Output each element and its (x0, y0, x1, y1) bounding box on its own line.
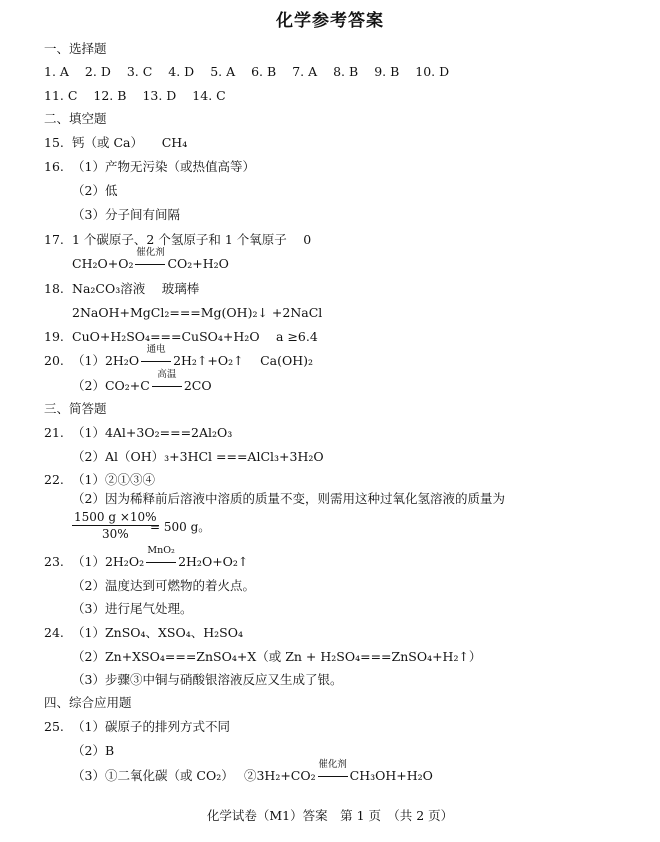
answer-20-part-1 (44, 344, 314, 369)
mc-answer: 10. D (415, 64, 450, 79)
equation-products: 2H₂O+O₂↑ (178, 554, 249, 569)
answer-24-part-2: （2）Zn+XSO₄===ZnSO₄+X（或 Zn + H₂SO₄===ZnSO₄+H₂↑） (72, 649, 482, 664)
question-number: 22. (44, 472, 64, 487)
answer-23-part-1 (44, 545, 249, 570)
answer-17-part-1 (44, 232, 311, 248)
mc-answer: 1. A (44, 64, 69, 79)
equation-reactants: （2）CO₂+C (72, 378, 150, 393)
answer-text: CuO+H₂SO₄===CuSO₄+H₂O a ≥6.4 (72, 329, 318, 344)
question-number: 21. (44, 425, 64, 440)
question-number: 24. (44, 625, 64, 640)
question-number: 18. (44, 281, 64, 296)
answer-text: （1）碳原子的排列方式不同 (72, 719, 230, 734)
answer-16-part-1 (44, 159, 255, 175)
answer-22-part-1 (44, 472, 155, 488)
answer-text: Na₂CO₃溶液 玻璃棒 (72, 281, 200, 296)
equation-products: CH₃OH+H₂O (349, 768, 433, 783)
question-number: 16. (44, 159, 64, 174)
question-number: 20. (44, 353, 64, 368)
reaction-condition: 高温 (150, 378, 184, 394)
answer-25-part-3 (72, 759, 433, 784)
fraction-result: = 500 g。 (150, 520, 211, 534)
equation-reactants: （1）2H₂O₂ (72, 554, 145, 569)
answer-25-part-2: （2）B (72, 743, 115, 758)
answer-17-equation (72, 247, 229, 272)
answer-21-part-2: （2）Al（OH）₃+3HCl ===AlCl₃+3H₂O (72, 449, 324, 464)
mc-answer: 14. C (192, 88, 226, 103)
answer-text: （1）②①③④ (72, 472, 155, 487)
equation-products: 2CO (183, 378, 212, 393)
answer-text: （3）①二氧化碳（或 CO₂） ②3H₂+CO₂ (72, 768, 316, 783)
mc-answer: 8. B (333, 64, 359, 79)
fraction-numerator: 1500 g ×10% (74, 510, 157, 524)
question-number: 23. (44, 554, 64, 569)
mc-answer: 13. D (142, 88, 177, 103)
equation-reactants: （1）2H₂O (72, 353, 140, 368)
answer-text: （1）4Al+3O₂===2Al₂O₃ (72, 425, 233, 440)
page-footer: 化学试卷（M1）答案 第 1 页 （共 2 页） (206, 808, 454, 823)
mc-answer: 7. A (292, 64, 318, 79)
answer-19 (44, 329, 318, 345)
answer-22-fraction (72, 510, 159, 542)
answer-24-part-3: （3）步骤③中铜与硝酸银溶液反应又生成了银。 (72, 672, 343, 687)
answer-25-part-1 (44, 719, 230, 735)
answer-20-part-2 (72, 369, 212, 394)
question-number: 19. (44, 329, 64, 344)
question-number: 17. (44, 232, 64, 247)
answer-23-part-2: （2）温度达到可燃物的着火点。 (72, 578, 255, 593)
mc-answer: 6. B (251, 64, 277, 79)
section-fill-in: 二、填空题 (44, 111, 107, 126)
answer-text: 钙（或 Ca） CH₄ (72, 135, 188, 150)
answer-18-part-1 (44, 281, 199, 297)
answer-text: （1）ZnSO₄、XSO₄、H₂SO₄ (72, 625, 243, 640)
answer-15 (44, 135, 187, 151)
answer-24-part-1 (44, 625, 243, 641)
mc-row-2 (44, 88, 238, 104)
question-number: 15. (44, 135, 64, 150)
mc-answer: 3. C (126, 64, 153, 79)
reaction-condition: 催化剂 (133, 256, 167, 272)
mc-answer: 4. D (168, 64, 195, 79)
mc-answer: 12. B (93, 88, 127, 103)
answer-text: 1 个碳原子、2 个氢原子和 1 个氧原子 0 (72, 232, 312, 247)
reaction-condition: MnO₂ (144, 554, 178, 570)
answer-22-part-2: （2）因为稀释前后溶液中溶质的质量不变，则需用这种过氧化氢溶液的质量为 (72, 491, 505, 506)
answer-16-part-2: （2）低 (72, 183, 118, 198)
mc-answer: 11. C (44, 88, 78, 103)
reaction-condition: 催化剂 (316, 768, 350, 784)
mc-answer: 9. B (374, 64, 400, 79)
answer-text: （1）产物无污染（或热值高等） (72, 159, 255, 174)
question-number: 25. (44, 719, 64, 734)
equation-products: 2H₂↑+O₂↑ Ca(OH)₂ (173, 353, 314, 368)
equation-products: CO₂+H₂O (167, 256, 229, 271)
answer-16-part-3: （3）分子间有间隔 (72, 207, 180, 222)
page-title: 化学参考答案 (276, 11, 384, 31)
mc-answer: 5. A (210, 64, 236, 79)
mc-row-1 (44, 64, 461, 80)
equation-reactants: CH₂O+O₂ (72, 256, 134, 271)
mc-answer: 2. D (84, 64, 111, 79)
reaction-condition: 通电 (139, 353, 173, 369)
answer-18-equation: 2NaOH+MgCl₂===Mg(OH)₂↓ +2NaCl (72, 305, 323, 320)
answer-21-part-1 (44, 425, 232, 441)
answer-23-part-3: （3）进行尾气处理。 (72, 601, 193, 616)
section-short-answer: 三、简答题 (44, 401, 107, 416)
fraction-denominator: 30% (101, 527, 129, 541)
section-comprehensive: 四、综合应用题 (44, 695, 132, 710)
section-multiple-choice: 一、选择题 (44, 41, 107, 56)
